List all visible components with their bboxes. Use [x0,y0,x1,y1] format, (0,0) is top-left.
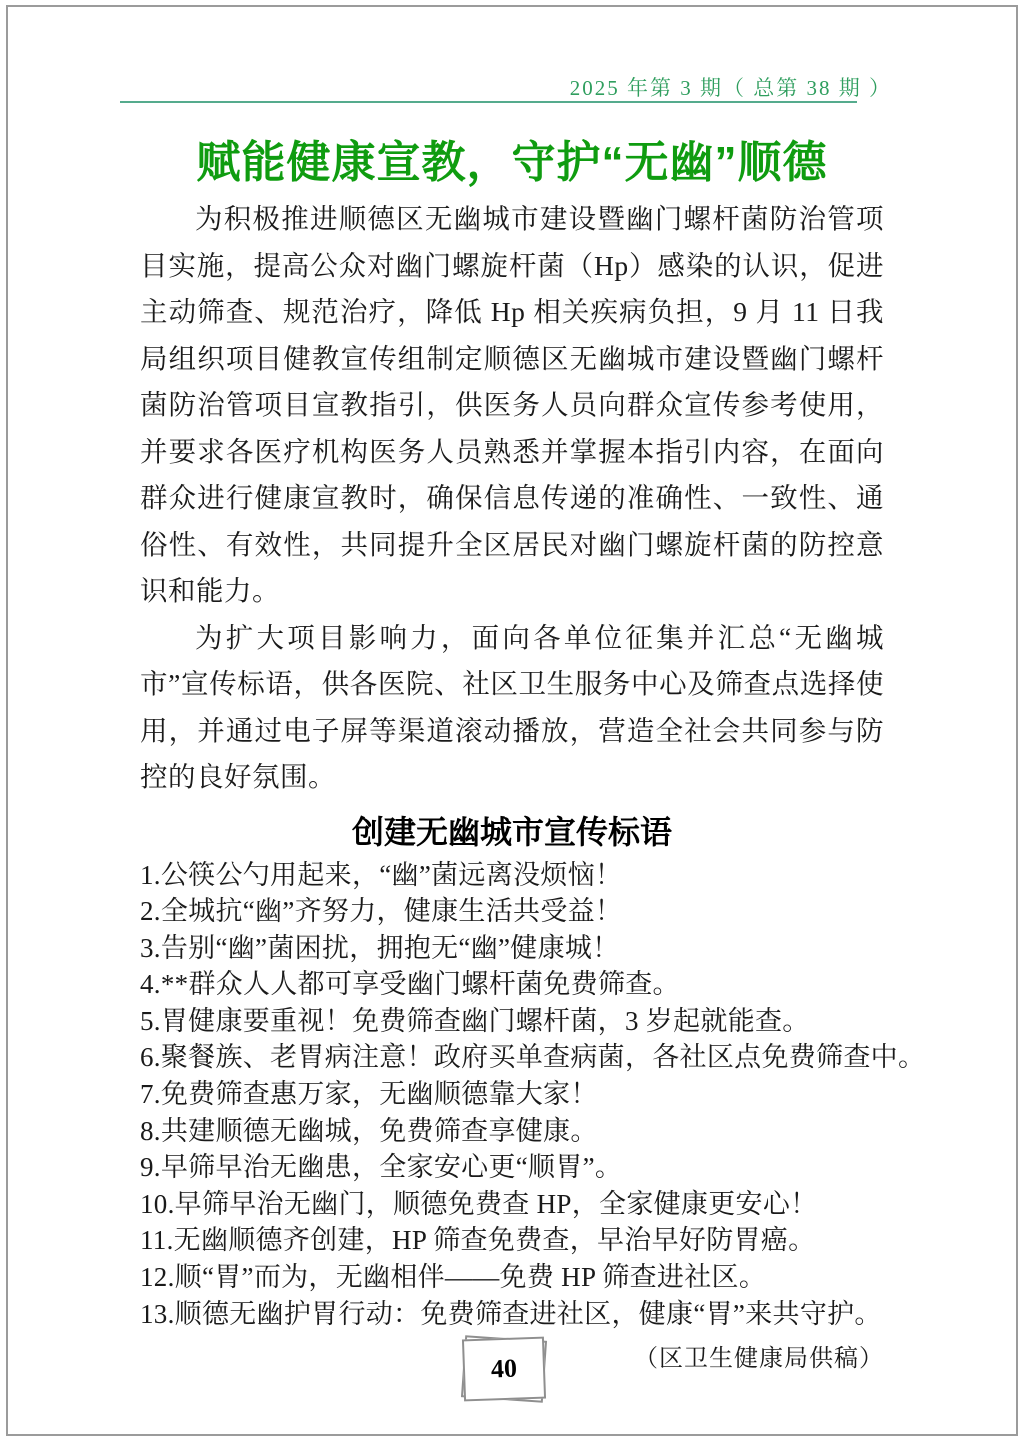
slogan-item: 6.聚餐族、老胃病注意！政府买单查病菌，各社区点免费筛查中。 [140,1042,926,1073]
slogan-item: 9.早筛早治无幽患，全家安心更“顺胃”。 [140,1152,623,1183]
header-rule [120,101,857,103]
slogan-item: 12.顺“胃”而为，无幽相伴——免费 HP 筛查进社区。 [140,1262,767,1293]
slogan-item: 1.公筷公勺用起来，“幽”菌远离没烦恼！ [140,859,623,890]
slogan-item: 11.无幽顺德齐创建，HP 筛查免费查，早治早好防胃癌。 [140,1225,816,1256]
body-paragraph: 为积极推进顺德区无幽城市建设暨幽门螺杆菌防治管项目实施，提高公众对幽门螺旋杆菌（Hp）感染的认识，促进主动筛查、规范治疗，降低 Hp 相关疾病负担，9 月 11 日我局组织项目健教宣传组制定顺德区无幽城市建设暨幽门螺杆菌防治管项目宣教指引，供医务人员向群众宣传参考使用，并要求各医疗机构医务人员熟悉并掌握本指引内容，在面向群众进行健康宣教时，确保信息传递的准确性、一致性、通俗性、有效性，共同提升全区居民对幽门螺旋杆菌的防控意识和能力。 [140,203,884,606]
page-number: 40 [490,1353,518,1384]
slogan-section-title: 创建无幽城市宣传标语 [351,813,672,850]
credit-line: （区卫生健康局供稿） [634,1346,884,1373]
slogan-item: 13.顺德无幽护胃行动：免费筛查进社区，健康“胃”来共守护。 [140,1298,882,1329]
slogan-item: 7.免费筛查惠万家，无幽顺德靠大家！ [140,1079,598,1110]
slogan-item: 2.全城抗“幽”齐努力，健康生活共受益！ [140,896,623,927]
slogan-item: 10.早筛早治无幽门，顺德免费查 HP，全家健康更安心！ [140,1188,818,1219]
slogan-item: 4.**群众人人都可享受幽门螺杆菌免费筛查。 [140,969,680,1000]
article-title: 赋能健康宣教，守护“无幽”顺德 [196,138,828,187]
page-number-badge [463,1338,545,1400]
issue-number: 2025 年第 3 期（ 总第 38 期 ） [569,76,892,100]
body-paragraph: 为扩大项目影响力，面向各单位征集并汇总“无幽城市”宣传标语，供各医院、社区卫生服务中心及筛查点选择使用，并通过电子屏等渠道滚动播放，营造全社会共同参与防控的良好氛围。 [140,621,884,792]
article-content [140,196,926,1376]
slogan-item: 8.共建顺德无幽城，免费筛查享健康。 [140,1115,598,1146]
slogan-list [140,857,926,1333]
slogan-item: 3.告别“幽”菌困扰，拥抱无“幽”健康城！ [140,932,620,963]
page-number-front-sheet [462,1337,546,1402]
slogan-item: 5.胃健康要重视！免费筛查幽门螺杆菌，3 岁起就能查。 [140,1005,810,1036]
